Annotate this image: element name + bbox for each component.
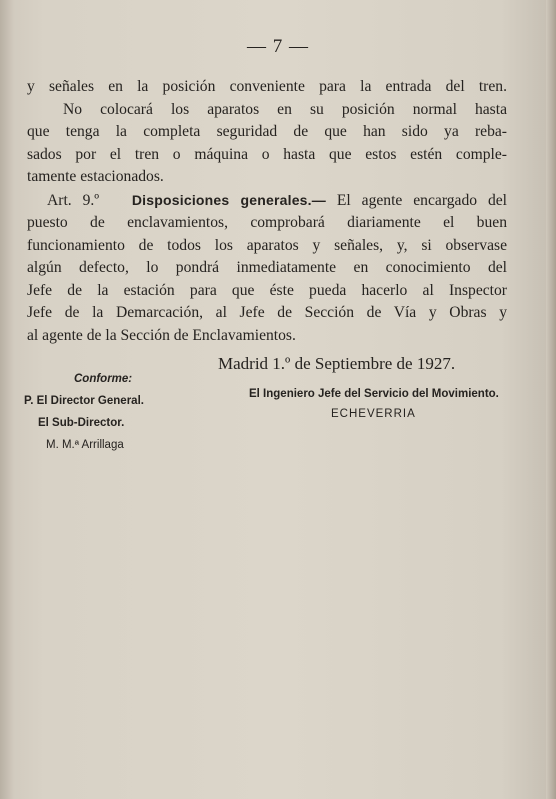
text-line: sados por el tren o máquina o hasta que estos estén comple- — [27, 145, 507, 163]
signature-block-right — [249, 388, 499, 420]
text-line: tamente estacionados. — [27, 168, 164, 185]
conforme-label: Conforme: — [74, 373, 133, 385]
page-right-edge — [546, 0, 556, 799]
text-line: al agente de la Sección de Enclavamientos. — [27, 326, 296, 344]
page-left-edge — [0, 0, 14, 799]
signature-line: P. El Director General. — [24, 395, 144, 407]
text-line: y señales en la posición conveniente para la entrada del tren. — [27, 78, 507, 95]
body-text — [27, 76, 507, 347]
signature-line: El Sub-Director. — [38, 417, 125, 429]
article-heading-line — [27, 189, 507, 213]
text-line: Jefe de la Demarcación, al Jefe de Sección de Vía y Obras y — [27, 304, 507, 321]
text-line: El agente encargado del — [336, 191, 508, 209]
signatory-role: El Ingeniero Jefe del Servicio del Movimiento. — [249, 388, 499, 400]
text-line: que tenga la completa seguridad de que han sido ya reba- — [27, 123, 507, 140]
text-line: Jefe de la estación para que éste pueda hacerlo al Inspector — [27, 281, 507, 299]
text-line: funcionamiento de todos los aparatos y señales, y, si observase — [27, 236, 507, 254]
text-line: puesto de enclavamientos, comprobará diariamente el buen — [27, 214, 507, 231]
date-line: Madrid 1.º de Septiembre de 1927. — [218, 354, 456, 373]
page-number: — 7 — — [247, 36, 309, 57]
signature-block-left — [24, 373, 144, 456]
signature-line: M. M.ª Arrillaga — [46, 439, 124, 451]
article-label: Art. 9.º — [47, 191, 100, 209]
signatory-name: ECHEVERRIA — [331, 408, 416, 420]
text-line: algún defecto, lo pondrá inmediatamente en conocimiento del — [27, 259, 507, 276]
article-heading: Disposiciones generales.— — [131, 191, 326, 208]
text-line: No colocará los aparatos en su posición normal hasta — [63, 100, 507, 118]
